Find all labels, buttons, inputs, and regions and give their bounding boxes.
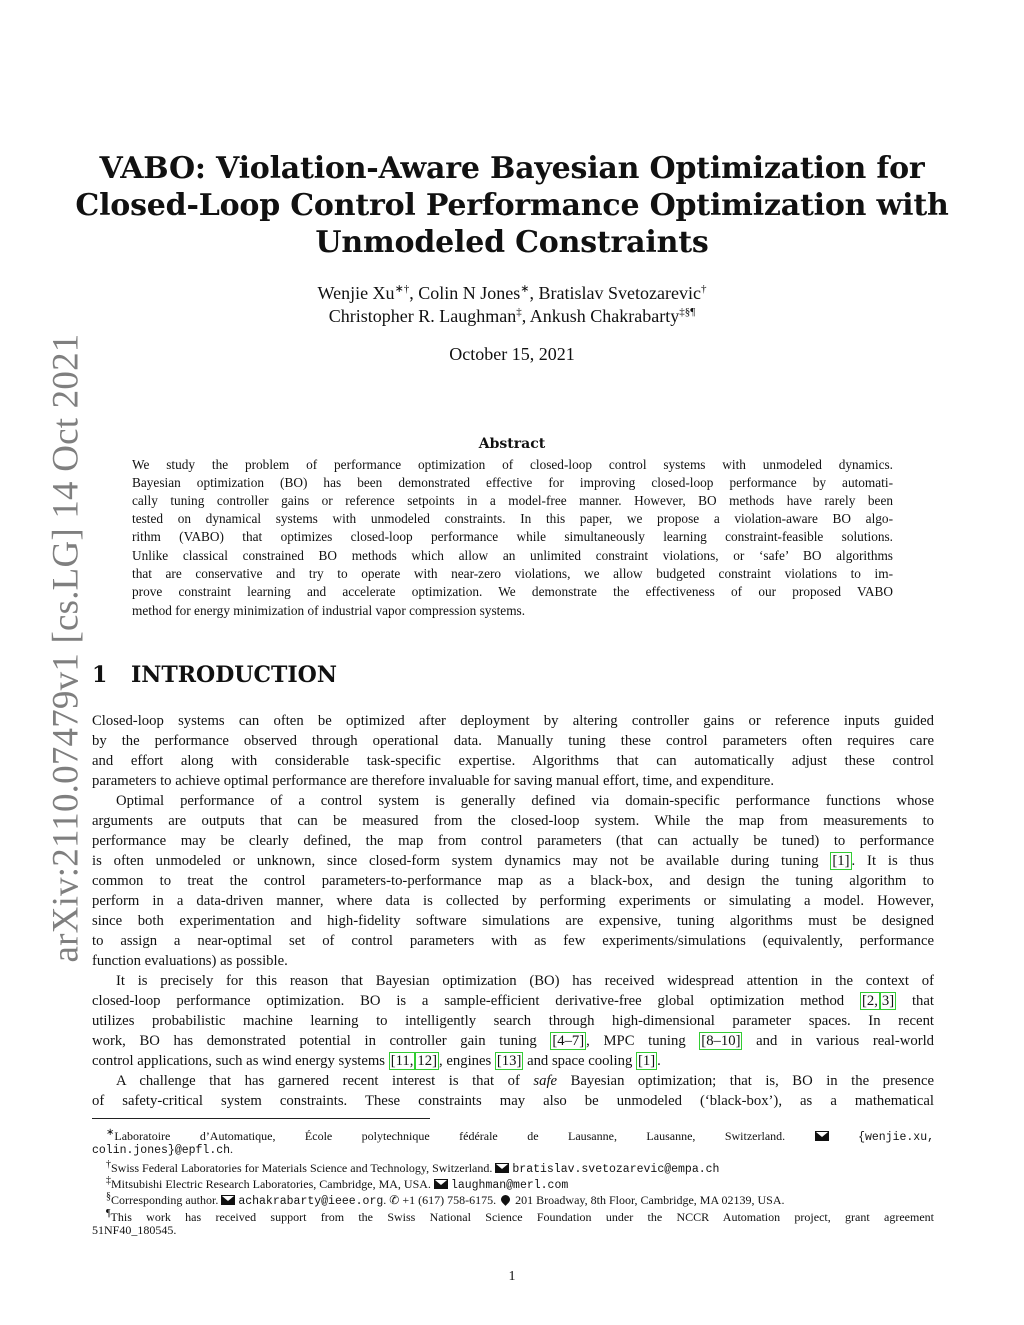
body-line: and effort along with considerable task-specific expertise. Algorithms that can automatically adjust these control xyxy=(92,753,934,769)
publication-date: October 15, 2021 xyxy=(449,344,575,364)
footnote-rule xyxy=(92,1118,430,1119)
affiliation-mark: ∗ xyxy=(520,283,530,295)
author-separator: , xyxy=(529,283,539,303)
body-line: Closed-loop systems can often be optimized after deployment by altering controller gains or reference inputs guided xyxy=(92,713,934,729)
envelope-icon xyxy=(221,1195,235,1205)
body-text: and in various real-world xyxy=(742,1033,935,1049)
body-line: Optimal performance of a control system is generally defined via domain-specific performance functions whose xyxy=(116,793,934,809)
envelope-icon xyxy=(815,1131,829,1141)
body-line: by the performance observed through operational data. Manually tuning these control parameters often requires care xyxy=(92,733,934,749)
abstract-line: method for energy minimization of industrial vapor compression systems. xyxy=(132,603,526,618)
abstract-line: prove constraint learning and accelerate optimization. We demonstrate the effectiveness of our proposed VABO xyxy=(132,584,893,599)
section-number: 1 xyxy=(92,662,108,688)
affiliation-mark: † xyxy=(700,283,707,295)
author-separator: , xyxy=(409,283,419,303)
author-name: Bratislav Svetozarevic xyxy=(538,283,701,303)
body-line: It is precisely for this reason that Bayesian optimization (BO) has received widespread attention in the context of xyxy=(116,973,934,989)
body-text: , engines xyxy=(439,1053,495,1069)
envelope-icon xyxy=(495,1163,509,1173)
body-text: work, BO has demonstrated potential in controller gain tuning xyxy=(92,1033,551,1049)
footnote-text: Swiss Federal Laboratories for Materials Science and Technology, Switzerland. xyxy=(111,1161,493,1175)
body-text: Bayesian optimization; that is, BO in the presence xyxy=(557,1073,935,1089)
body-line xyxy=(92,991,934,1011)
phone-icon: ✆ xyxy=(389,1193,400,1207)
author-name: Colin N Jones xyxy=(418,283,521,303)
email-link[interactable]: {wenjie.xu, xyxy=(858,1131,934,1144)
body-line: common to treat the control parameters-to-performance map as a black-box, and design the tuning algorithm to xyxy=(92,873,934,889)
body-text: A challenge that has garnered recent interest is that of xyxy=(116,1073,534,1089)
arxiv-identifier: arXiv:2110.07479v1 [cs.LG] 14 Oct 2021 xyxy=(45,333,87,963)
footnote-mark: ‡ xyxy=(106,1175,111,1186)
citation-link[interactable]: [4–7] xyxy=(552,1033,585,1049)
footnote-text: This work has received support from the Swiss National Science Foundation under the NCCR Automation project, grant agreement xyxy=(110,1210,934,1224)
body-text: is often unmodeled or unknown, since closed-form system dynamics may not be available during tuning xyxy=(92,853,831,869)
section-title: INTRODUCTION xyxy=(131,662,337,688)
body-line xyxy=(92,1051,934,1071)
email-link[interactable]: laughman@merl.com xyxy=(450,1179,569,1192)
abstract-line: tested on dynamical systems with unmodeled constraints. In this paper, we propose a violation-aware BO algo- xyxy=(132,511,893,526)
body-line xyxy=(116,1071,934,1091)
affiliation-mark: ‡§¶ xyxy=(679,306,696,318)
body-text: . It is thus xyxy=(851,853,934,869)
body-line: of safety-critical system constraints. These constraints may also be unmodeled (‘black-box’), as a mathematical xyxy=(92,1093,934,1109)
abstract-line: We study the problem of performance optimization of closed-loop control systems with unmodeled dynamics. xyxy=(132,457,893,472)
citation-link[interactable]: 12] xyxy=(417,1053,438,1069)
phone-number: +1 (617) 758-6175. xyxy=(402,1193,497,1207)
author-name: Christopher R. Laughman xyxy=(328,306,517,326)
paper-title-line-1: VABO: Violation-Aware Bayesian Optimization for xyxy=(99,151,925,186)
abstract-line: cally tuning controller gains or reference setpoints in a model-free manner. However, BO methods have rarely been xyxy=(132,493,893,508)
citation-link[interactable]: [2, xyxy=(861,993,878,1009)
body-line: since both experimentation and high-fidelity software simulations are expensive, tuning algorithms must be designed xyxy=(92,913,934,929)
body-text: that xyxy=(896,993,934,1009)
body-line: function evaluations) as possible. xyxy=(92,953,288,969)
footnote-mark: † xyxy=(106,1159,111,1170)
email-link[interactable]: bratislav.svetozarevic@empa.ch xyxy=(512,1163,720,1176)
body-text: . xyxy=(657,1053,661,1069)
citation-link[interactable]: [8–10] xyxy=(701,1033,741,1049)
author-separator: , xyxy=(521,306,530,326)
author-name: Wenjie Xu xyxy=(317,283,395,303)
author-line-2 xyxy=(0,306,1024,327)
location-pin-icon xyxy=(499,1193,512,1206)
body-text: , MPC tuning xyxy=(586,1033,700,1049)
emphasis-text: safe xyxy=(533,1073,558,1089)
citation-link[interactable]: [1] xyxy=(637,1053,656,1069)
body-line: to assign a near-optimal set of control parameters with as few experiments/simulations (equivalently, performance xyxy=(92,933,934,949)
paper-title-line-3: Unmodeled Constraints xyxy=(315,225,709,260)
body-text: and space cooling xyxy=(523,1053,636,1069)
paper-title-line-2: Closed-Loop Control Performance Optimization with xyxy=(75,188,949,223)
abstract-line: that are conservative and try to operate with near-zero violations, we allow budgeted constraint violations to im- xyxy=(132,566,893,581)
footnote-mark: ¶ xyxy=(106,1208,111,1219)
citation-link[interactable]: 3] xyxy=(881,993,895,1009)
footnote-text: Laboratoire d’Automatique, École polytechnique fédérale de Lausanne, Lausanne, Switzerland. xyxy=(114,1129,786,1143)
citation-link[interactable]: [11, xyxy=(390,1053,414,1069)
footnote-5-line-2: 51NF40_180545. xyxy=(92,1223,177,1237)
body-line xyxy=(92,1031,934,1051)
footnote-text: . xyxy=(230,1142,234,1156)
abstract-line: Bayesian optimization (BO) has been demonstrated effective for improving closed-loop performance by automati- xyxy=(132,475,893,490)
affiliation-mark: ∗† xyxy=(394,283,410,295)
body-line: arguments are outputs that can be measured from the closed-loop system. While the map from measurements to xyxy=(92,813,934,829)
postal-address: 201 Broadway, 8th Floor, Cambridge, MA 02139, USA. xyxy=(515,1193,785,1207)
email-link[interactable]: colin.jones}@epfl.ch xyxy=(92,1144,231,1157)
footnote-text: Mitsubishi Electric Research Laboratories, Cambridge, MA, USA. xyxy=(111,1177,431,1191)
section-heading xyxy=(92,662,337,688)
body-line: parameters to achieve optimal performance are therefore invaluable for saving manual effort, time, and expenditure. xyxy=(92,773,774,789)
author-line-1 xyxy=(0,282,1024,304)
abstract-line: Unlike classical constrained BO methods which allow an unlimited constraint violations, or ‘safe’ BO algorithms xyxy=(132,548,893,563)
body-text: closed-loop performance optimization. BO is a sample-efficient derivative-free global optimization method xyxy=(92,993,860,1009)
abstract-line: rithm (VABO) that optimizes closed-loop performance while simultaneously learning constraint-feasible solutions. xyxy=(132,529,893,544)
abstract-heading: Abstract xyxy=(478,436,546,452)
envelope-icon xyxy=(434,1179,448,1189)
footnote-mark: ∗ xyxy=(106,1127,115,1138)
footnote-text: Corresponding author. xyxy=(111,1193,219,1207)
body-text: control applications, such as wind energy systems xyxy=(92,1053,389,1069)
email-link[interactable]: achakrabarty@ieee.org xyxy=(238,1195,384,1208)
author-name: Ankush Chakrabarty xyxy=(529,306,680,326)
footnote-mark: § xyxy=(106,1191,111,1202)
body-line: utilizes probabilistic machine learning to intelligently search through high-dimensional parameter spaces. In recent xyxy=(92,1013,934,1029)
affiliation-mark: ‡ xyxy=(516,306,522,318)
page-number: 1 xyxy=(508,1269,516,1284)
citation-link[interactable]: [1] xyxy=(832,853,850,869)
citation-link[interactable]: [13] xyxy=(496,1053,522,1069)
body-line: perform in a data-driven manner, where data is collected by performing experiments or simulating a model. However, xyxy=(92,893,934,909)
footnote-4: §Corresponding author. achakrabarty@ieee.org. ✆ +1 (617) 758-6175. 201 Broadway, 8th Floor, Cambridge, MA 02139, USA. xyxy=(106,1191,785,1208)
body-line xyxy=(92,851,934,871)
body-line: performance may be clearly defined, the map from control parameters (that can actually be tuned) to performance xyxy=(92,833,934,849)
